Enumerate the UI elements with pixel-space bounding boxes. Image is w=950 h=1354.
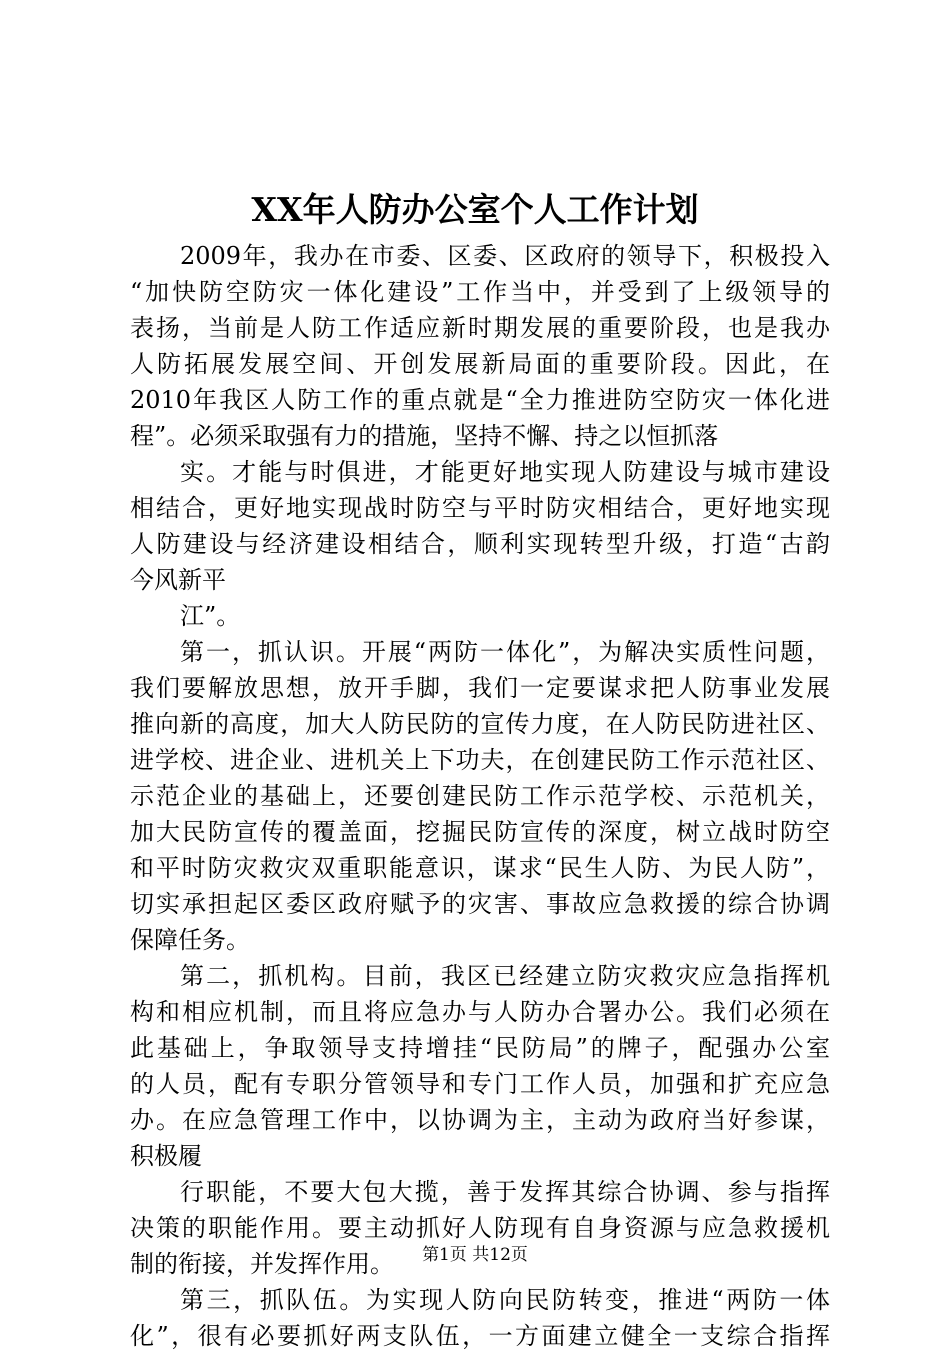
body-line: 制的衔接，并发挥作用。 (130, 1250, 394, 1278)
body-line: 化”，很有必要抓好两支队伍，一方面建立健全一支综合指挥 (130, 1322, 830, 1350)
body-line: 此基础上，争取领导支持增挂“民防局”的牌子，配强办公室 (130, 1034, 830, 1062)
body-line: “加快防空防灾一体化建设”工作当中，并受到了上级领导的 (130, 278, 830, 306)
body-line: 表扬，当前是人防工作适应新时期发展的重要阶段，也是我办 (130, 314, 830, 342)
body-line: 第一，抓认识。开展“两防一体化”，为解决实质性问题， (180, 638, 830, 666)
body-line: 推向新的高度，加大人防民防的宣传力度，在人防民防进社区、 (130, 710, 830, 738)
body-line: 示范企业的基础上，还要创建民防工作示范学校、示范机关， (130, 782, 830, 810)
body-line: 办。在应急管理工作中，以协调为主，主动为政府当好参谋， (130, 1106, 830, 1134)
body-line: 构和相应机制，而且将应急办与人防办合署办公。我们必须在 (130, 998, 830, 1026)
body-line: 加大民防宣传的覆盖面，挖掘民防宣传的深度，树立战时防空 (130, 818, 830, 846)
body-line: 和平时防灾救灾双重职能意识，谋求“民生人防、为民人防”， (130, 854, 830, 882)
body-line: 进学校、进企业、进机关上下功夫，在创建民防工作示范社区、 (130, 746, 830, 774)
body-line: 实。才能与时俱进，才能更好地实现人防建设与城市建设 (180, 458, 830, 486)
body-line: 决策的职能作用。要主动抓好人防现有自身资源与应急救援机 (130, 1214, 830, 1242)
body-line: 保障任务。 (130, 926, 250, 954)
body-line: 我们要解放思想，放开手脚，我们一定要谋求把人防事业发展 (130, 674, 830, 702)
body-line: 今风新平 (130, 566, 226, 594)
body-line: 第三，抓队伍。为实现人防向民防转变，推进“两防一体 (180, 1286, 830, 1314)
page-footer: 第1页 共12页 (422, 1245, 528, 1265)
body-line: 人防拓展发展空间、开创发展新局面的重要阶段。因此，在 (130, 350, 830, 378)
body-line: 2010年我区人防工作的重点就是“全力推进防空防灾一体化进 (130, 386, 830, 414)
body-line: 江”。 (180, 602, 241, 630)
body-line: 相结合，更好地实现战时防空与平时防灾相结合，更好地实现 (130, 494, 830, 522)
body-line: 的人员，配有专职分管领导和专门工作人员，加强和扩充应急 (130, 1070, 830, 1098)
body-line: 人防建设与经济建设相结合，顺利实现转型升级，打造“古韵 (130, 530, 830, 558)
body-line: 2009年，我办在市委、区委、区政府的领导下，积极投入 (180, 242, 830, 270)
body-line: 程”。必须采取强有力的措施，坚持不懈、持之以恒抓落 (130, 422, 719, 450)
document-title: XX年人防办公室个人工作计划 (251, 190, 699, 229)
body-line: 行职能，不要大包大揽，善于发挥其综合协调、参与指挥 (180, 1178, 830, 1206)
body-line: 切实承担起区委区政府赋予的灾害、事故应急救援的综合协调 (130, 890, 830, 918)
body-line: 积极履 (130, 1142, 202, 1170)
body-line: 第二，抓机构。目前，我区已经建立防灾救灾应急指挥机 (180, 962, 830, 990)
